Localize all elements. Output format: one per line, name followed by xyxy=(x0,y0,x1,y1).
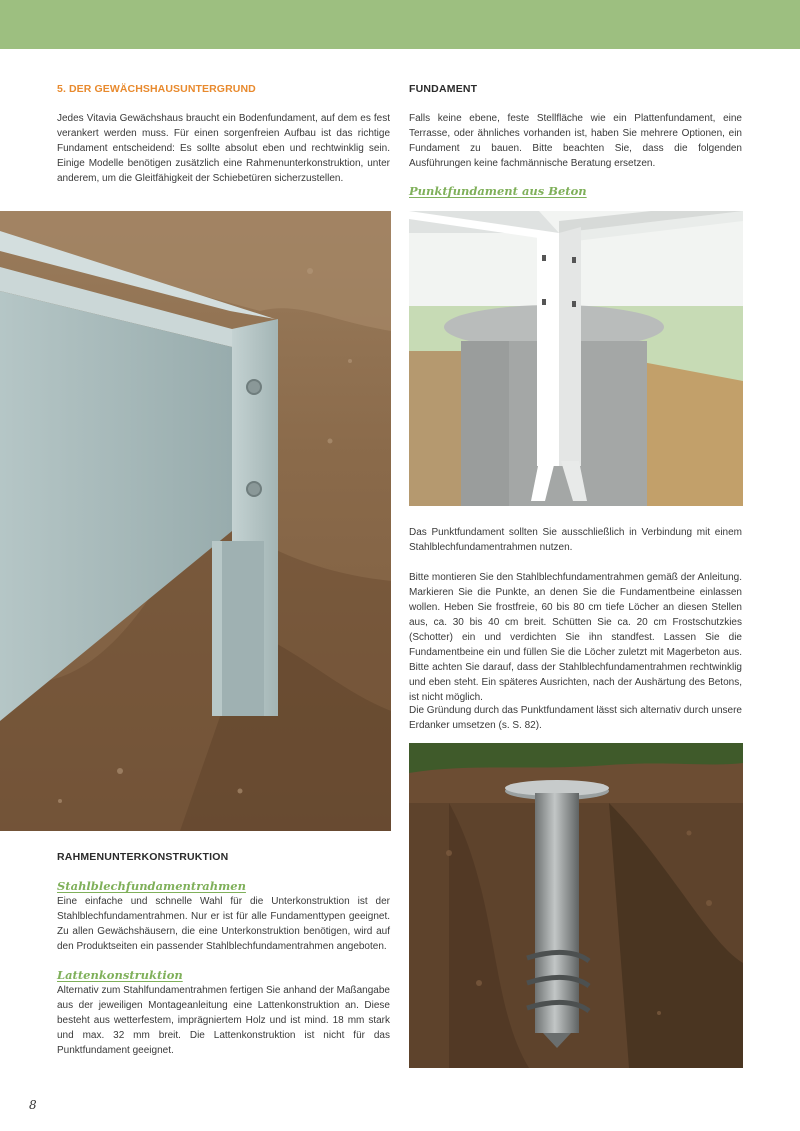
intro-paragraph: Jedes Vitavia Gewächshaus braucht ein Bodenfundament, auf dem es fest verankert werden muss. Für einen sorgenfreien Aufbau ist das richtige Fundament entscheidend: Es sollte absolut eben und rechtwinklig sein. Einige Modelle benötigen zusätzlich eine Rahmenunterkonstruktion, unter anderem, um die Gleitfähigkeit der Schiebetüren sicherzustellen. xyxy=(57,113,390,184)
fundament-heading: FUNDAMENT xyxy=(409,83,478,95)
section-heading-frame: RAHMENUNTERKONSTRUKTION xyxy=(57,851,229,863)
fundament-intro: Falls keine ebene, feste Stellfläche wie ein Plattenfundament, eine Terrasse, oder ähnliches vorhanden ist, haben Sie mehrere Optionen, ein Fundament zu bauen. Bitte beachten Sie, dass die folgenden Ausführungen keine fachmännische Beratung ersetzen. xyxy=(409,113,742,169)
steel-frame-photo xyxy=(0,211,391,831)
chapter-heading: 5. DER GEWÄCHSHAUSUNTERGRUND xyxy=(57,83,256,95)
point-foundation-instructions: Bitte montieren Sie den Stahlblechfundamentrahmen gemäß der Anleitung. Markieren Sie die Punkte, an denen Sie die Fundamentbeine einlassen wollen. Heben Sie frostfreie, 60 bis 80 cm tiefe Löcher an diesen Stellen aus, ca. 30 bis 40 cm breit. Schütten Sie ca. 20 cm Frostschutzkies (Schotter) ein und verdichten Sie ihn standfest. Lassen Sie die Fundamentbeine ein und füllen Sie die Löcher zuletzt mit Magerbeton aus. Bitte achten Sie darauf, dass der Stahlblechfundamentrahmen rechtwinklig und eben steht. Ein späteres Ausrichten, nach der Aushärtung des Betons, ist nicht möglich. xyxy=(409,572,742,703)
steel-frame-paragraph: Eine einfache und schnelle Wahl für die Unterkonstruktion ist der Stahlblechfundamentrahmen. Nur er ist für alle Fundamenttypen geeignet. Zu allen Gewächshäusern, die eine Unterkonstruktion benötigen, wird auf den Produktseiten ein passender Stahlblechfundamentrahmen angeboten. xyxy=(57,896,390,952)
top-color-band xyxy=(0,0,800,49)
page-number: 8 xyxy=(29,1098,37,1112)
subheading-point-foundation: Punktfundament aus Beton xyxy=(409,184,587,198)
ground-anchor-photo xyxy=(409,743,743,1068)
subheading-lath: Lattenkonstruktion xyxy=(57,968,183,982)
ground-anchor-note: Die Gründung durch das Punktfundament lässt sich alternativ durch unsere Erdanker umsetzen (s. S. 82). xyxy=(409,705,742,731)
subheading-steel-frame: Stahlblechfundamentrahmen xyxy=(57,879,246,893)
point-foundation-illustration xyxy=(409,211,743,506)
point-foundation-note: Das Punktfundament sollten Sie ausschließlich in Verbindung mit einem Stahlblechfundamentrahmen nutzen. xyxy=(409,527,742,553)
lath-paragraph: Alternativ zum Stahlfundamentrahmen fertigen Sie anhand der Maßangabe aus der jeweiligen Montageanleitung eine Lattenkonstruktion an. Diese besteht aus wetterfestem, imprägniertem Holz und ist mind. 18 mm stark und max. 32 mm breit. Die Lattenkonstruktion ist nicht für das Punktfundament geeignet. xyxy=(57,985,390,1056)
